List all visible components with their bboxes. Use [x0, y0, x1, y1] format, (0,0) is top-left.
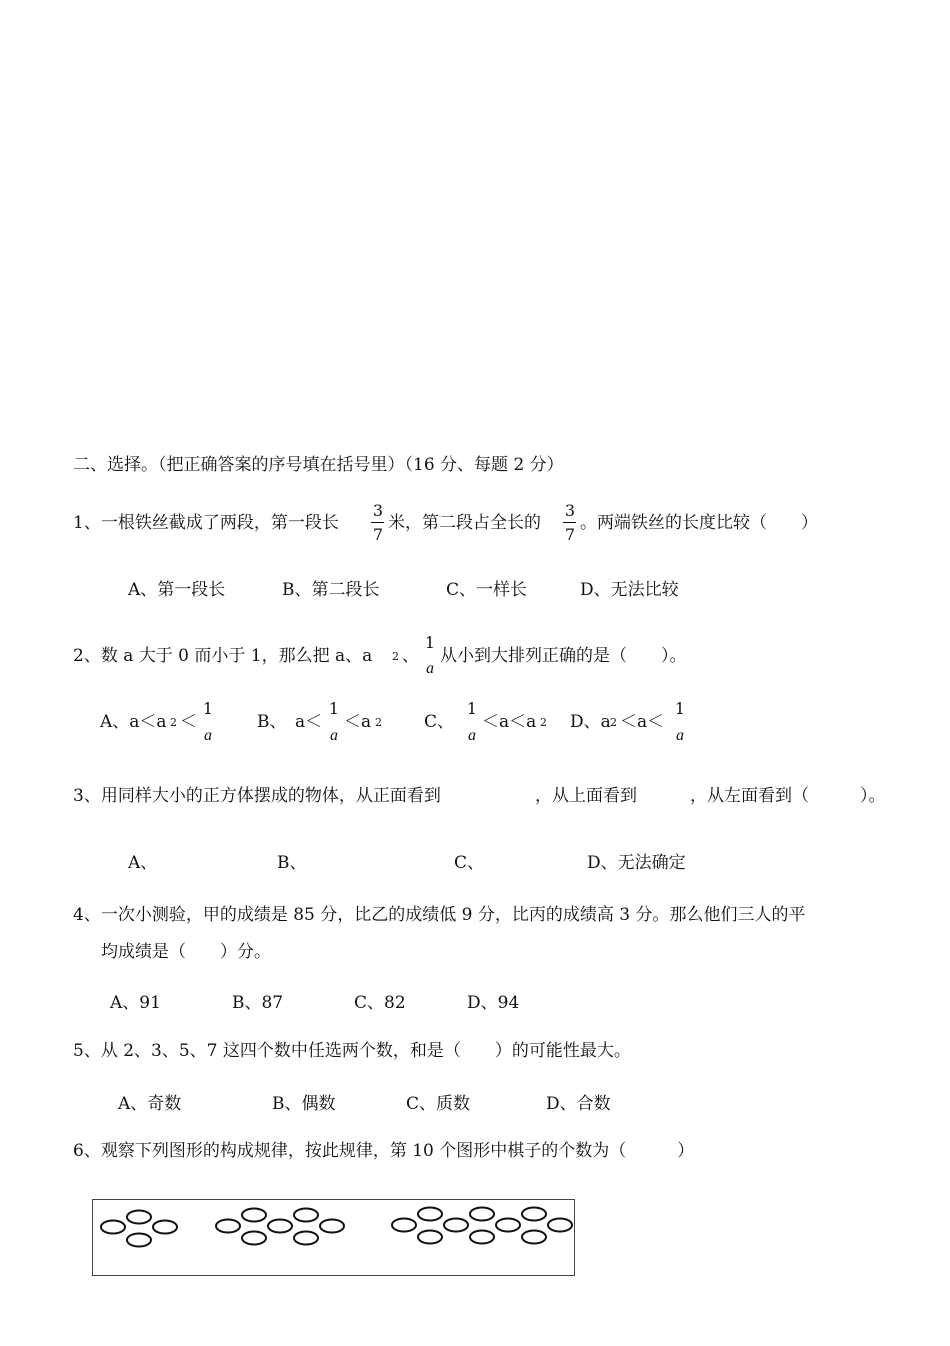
chess-piece: [548, 1219, 572, 1232]
chess-piece: [294, 1232, 318, 1245]
q1-option-a: A、第一段长: [128, 580, 226, 600]
q2-option-a-less-than: ＜: [180, 712, 197, 732]
q3-text-part1: 3、用同样大小的正方体摆成的物体，从正面看到: [73, 786, 441, 806]
chess-piece: [320, 1220, 344, 1233]
q2-option-d-superscript: 2: [610, 716, 617, 729]
q2-option-c-rest: ＜a＜a: [482, 712, 537, 732]
q4-option-d: D、94: [467, 993, 520, 1013]
q2-superscript: 2: [392, 650, 399, 663]
q5-text: 5、从 2、3、5、7 这四个数中任选两个数，和是（ ）的可能性最大。: [73, 1041, 631, 1061]
chess-piece: [392, 1219, 416, 1232]
chess-pattern-figure: [92, 1199, 575, 1276]
q2-fraction-denominator: a: [426, 660, 434, 677]
q1-fraction-2-denominator: 7: [564, 525, 576, 544]
q2-text-part2: 、: [402, 646, 419, 666]
q5-option-a: A、奇数: [118, 1094, 182, 1114]
q5-option-d: D、合数: [546, 1094, 611, 1114]
chess-piece: [242, 1232, 266, 1245]
chess-piece: [418, 1231, 442, 1244]
q1-fraction-2-bar: [563, 522, 576, 523]
pattern-figure-3: [392, 1208, 572, 1244]
q2-fraction-bar: [423, 654, 436, 655]
chess-piece: [522, 1231, 546, 1244]
q3-option-d: D、无法确定: [587, 853, 686, 873]
q5-option-c: C、质数: [406, 1094, 471, 1114]
chess-piece: [101, 1221, 125, 1234]
q2-option-c-label: C、: [424, 712, 455, 732]
q2-text-part3: 从小到大排列正确的是（ ）。: [440, 646, 687, 666]
q6-text: 6、观察下列图形的构成规律，按此规律，第 10 个图形中棋子的个数为（ ）: [73, 1141, 695, 1161]
q3-text-part3: ，从左面看到（ ）。: [690, 786, 886, 806]
chess-piece: [153, 1221, 177, 1234]
q1-fraction-1-bar: [371, 522, 384, 523]
q1-text-part1: 1、一根铁丝截成了两段，第一段长: [73, 513, 339, 533]
q1-fraction-1-numerator: 3: [372, 501, 384, 520]
q2-fraction-numerator: 1: [424, 633, 436, 652]
chess-piece: [127, 1211, 151, 1224]
q2-option-d-numerator: 1: [674, 699, 686, 718]
q4-option-c: C、82: [354, 993, 406, 1013]
q1-option-d: D、无法比较: [580, 580, 679, 600]
q2-option-c-numerator: 1: [466, 699, 478, 718]
chess-piece: [242, 1209, 266, 1222]
q1-option-c: C、一样长: [446, 580, 528, 600]
q2-option-d-label: D、a: [570, 712, 611, 732]
q4-text-line1: 4、一次小测验，甲的成绩是 85 分，比乙的成绩低 9 分，比丙的成绩高 3 分。那么他们三人的平: [73, 905, 806, 925]
q3-option-a: A、: [128, 853, 158, 873]
chess-piece: [470, 1231, 494, 1244]
pattern-figure-1: [101, 1211, 177, 1247]
q2-option-b-rest: ＜a: [344, 712, 372, 732]
q3-option-c: C、: [454, 853, 485, 873]
chess-piece: [496, 1219, 520, 1232]
q2-option-d-denominator: a: [676, 727, 684, 744]
q2-option-b-label: B、 a＜: [257, 712, 323, 732]
q3-text-part2: ，从上面看到: [535, 786, 637, 806]
chess-pattern-drawing: [93, 1200, 576, 1277]
q2-option-c-superscript: 2: [540, 716, 547, 729]
q2-option-b-numerator: 1: [328, 699, 340, 718]
q2-option-a-denominator: a: [204, 727, 212, 744]
chess-piece: [418, 1208, 442, 1221]
q5-option-b: B、偶数: [272, 1094, 336, 1114]
chess-piece: [522, 1208, 546, 1221]
q4-option-b: B、87: [232, 993, 284, 1013]
q2-text-part1: 2、数 a 大于 0 而小于 1，那么把 a、a: [73, 646, 373, 666]
q1-text-part2: 米，第二段占全长的: [388, 513, 541, 533]
q1-fraction-1-denominator: 7: [372, 525, 384, 544]
q2-option-a-superscript: 2: [170, 716, 177, 729]
q2-option-b-superscript: 2: [375, 716, 382, 729]
chess-piece: [127, 1234, 151, 1247]
section-title: 二、选择。（把正确答案的序号填在括号里）（16 分、每题 2 分）: [73, 455, 564, 475]
pattern-figure-2: [216, 1209, 344, 1245]
q1-text-part3: 。两端铁丝的长度比较（ ）: [580, 513, 818, 533]
q4-option-a: A、91: [110, 993, 161, 1013]
chess-piece: [294, 1209, 318, 1222]
chess-piece: [444, 1219, 468, 1232]
q2-option-d-rest: ＜a＜: [620, 712, 665, 732]
q2-option-a-numerator: 1: [202, 699, 214, 718]
chess-piece: [216, 1220, 240, 1233]
q2-option-b-denominator: a: [330, 727, 338, 744]
chess-piece: [470, 1208, 494, 1221]
q1-option-b: B、第二段长: [282, 580, 380, 600]
q3-option-b: B、: [277, 853, 307, 873]
q2-option-c-denominator: a: [468, 727, 476, 744]
q1-fraction-2-numerator: 3: [564, 501, 576, 520]
q4-text-line2: 均成绩是（ ）分。: [101, 942, 271, 962]
q2-option-a-label: A、a＜a: [100, 712, 167, 732]
chess-piece: [268, 1220, 292, 1233]
